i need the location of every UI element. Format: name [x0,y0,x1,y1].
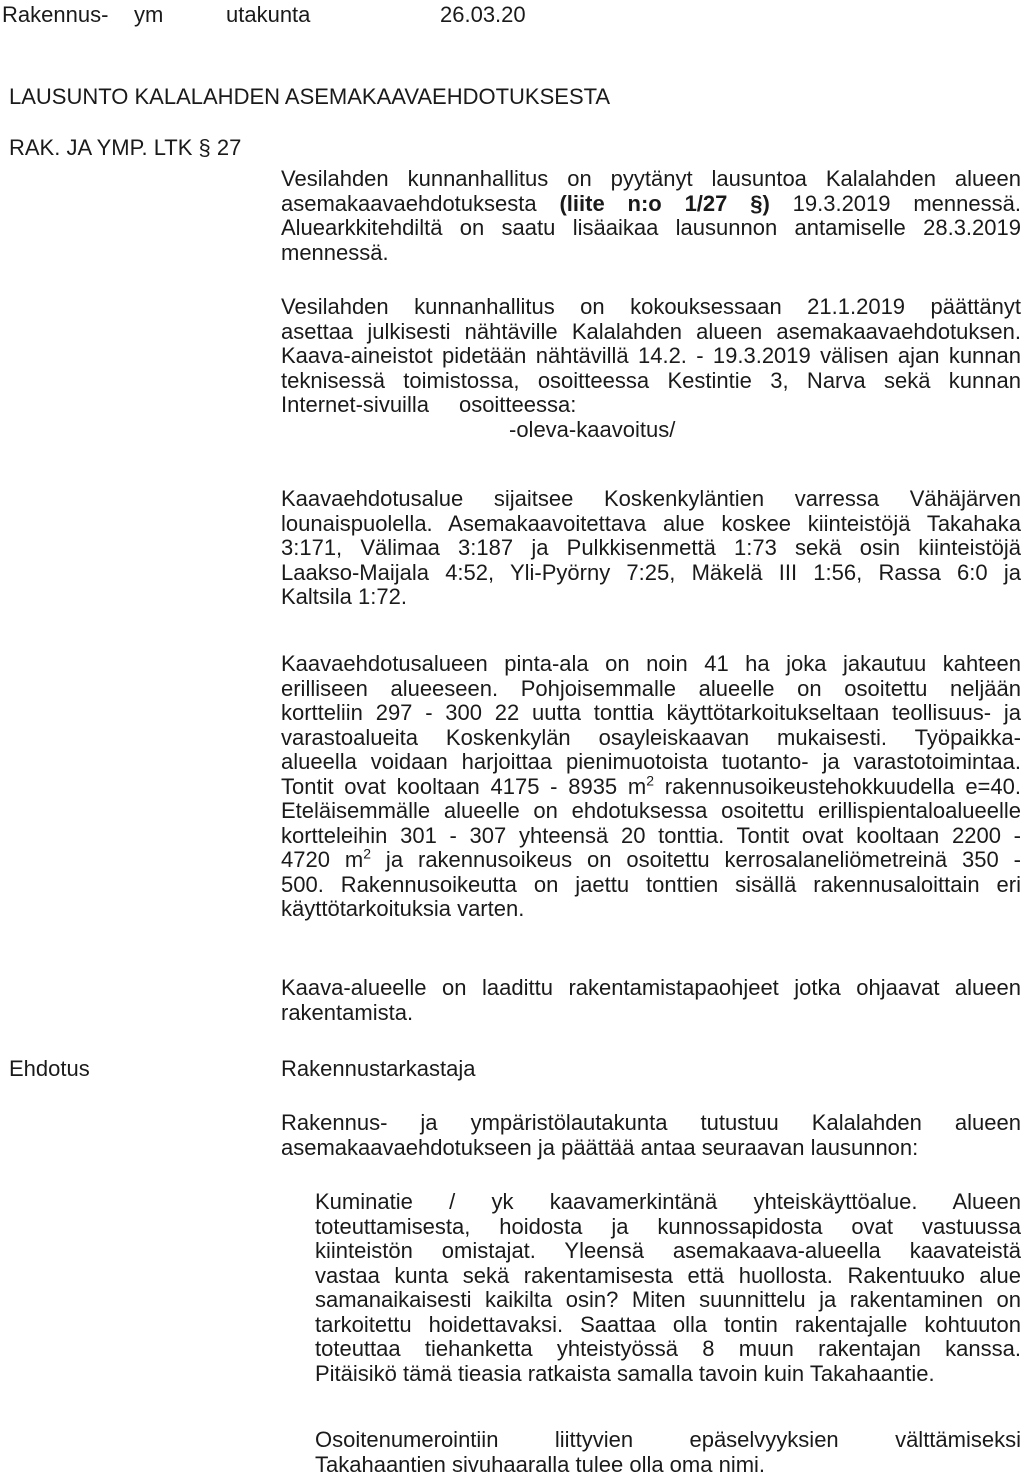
text-line: Kaltsila 1:72. [281,584,407,609]
text-line: Vesilahden kunnanhallitus on kokouksessaan 21.1.2019 päättänyt [281,294,1021,319]
text-line: Kaavaehdotusalue sijaitsee Koskenkyläntien varressa Vähäjärven [281,486,1021,511]
text-line: Kuminatie / yk kaavamerkintänä yhteiskäyttöalue. Alueen [315,1189,1021,1214]
text-line: 4720 $m^2$ ja rakennusoikeus on osoitettu kerrosalaneliömetreinä 350 - [281,845,1021,872]
text-line: Internet-sivuilla osoitteessa: [281,392,577,417]
text-line: erilliseen alueeseen. Pohjoisemmalle alueelle on osoitettu neljään [281,675,1021,701]
text-line: Pitäisikö tämä tieasia ratkaista samalla tavoin kuin Takahaantie. [315,1360,935,1386]
text-line: samanaikaisesti kaikilta osin? Miten suunnittelu ja rakentaminen on [315,1287,1021,1312]
text-line: teknisessä toimistossa, osoitteessa Kestintie 3, Narva sekä kunnan [281,367,1021,393]
text-line: mennessä. [281,239,389,265]
statement-point-address [315,1428,1021,1477]
text-line: asemakaavaehdotukseen ja päättää antaa seuraavan lausunnon: [281,1134,919,1160]
paragraph-location [281,487,1021,610]
paragraph-public-display [281,295,1021,442]
text-line: toteuttamisesta, hoidosta ja kunnossapidosta ovat vastuussa [315,1213,1021,1239]
text-line: Rakennus- ja ympäristölautakunta tutustuu Kalalahden alueen [281,1110,1021,1135]
document-title: LAUSUNTO KALALAHDEN ASEMAKAAVAEHDOTUKSESTA [9,84,611,109]
paragraph-request [281,167,1021,265]
text-line: 3:171, Välimaa 3:187 ja Pulkkisenmettä 1:73 sekä osin kiinteistöjä [281,535,1021,560]
text-line: rakentamista. [281,999,414,1025]
text-line: Vesilahden kunnanhallitus on pyytänyt lausuntoa Kalalahden alueen [281,166,1021,191]
paragraph-decision [281,1111,1021,1160]
text-line: Laakso-Maijala 4:52, Yli-Pyörny 7:25, Mäkelä III 1:56, Rassa 6:0 ja [281,559,1021,585]
text-line: Kaava-alueelle on laadittu rakentamistapaohjeet jotka ohjaavat alueen [281,975,1021,1000]
text-line: varastoalueita Koskenkylän osayleiskaavan mukaisesti. Työpaikka- [281,724,1021,750]
text-line: 500. Rakennusoikeutta on jaettu tonttien sisällä rakennusaloittain eri [281,871,1021,897]
text-line: Takahaantien sivuhaaralla tulee olla oma nimi. [315,1451,766,1477]
text-line: lounaispuolella. Asemakaavoitettava alue koskee kiinteistöjä Takahaka [281,510,1021,536]
paragraph-building-guidelines [281,976,1021,1025]
text-line: vastaa kunta sekä rakentamisesta että huollosta. Rakentuuko alue [315,1262,1021,1288]
text-line: Kaavaehdotusalueen pinta-ala on noin 41 ha joka jakautuu kahteen [281,651,1021,676]
text-line: kortteliin 297 - 300 22 uutta tonttia käyttötarkoitukseltaan teollisuus- ja [281,700,1021,725]
statement-point-road [315,1190,1021,1386]
text-line: kortteleihin 301 - 307 yhteensä 20 tonttia. Tontit ovat kooltaan 2200 - [281,822,1021,848]
text-line: asettaa julkisesti nähtäville Kalalahden alueen asemakaavaehdotuksen. [281,318,1021,344]
text-line: Tontit ovat kooltaan 4175 - 8935 $m^2$ rakennusoikeustehokkuudella e=40. [281,772,1021,799]
text-line: toteuttaa tiehanketta yhteistyössä 8 muun rakentajan kanssa. [315,1336,1021,1361]
header-org-part-1: Rakennus- [2,2,109,27]
attachment-reference: (liite n:o 1/27 §) [559,190,770,216]
header-date: 26.03.20 [440,2,526,27]
text-line: Aluearkkitehdiltä on saatu lisäaikaa lausunnon antamiselle 28.3.2019 [281,215,1021,240]
text-line: Eteläisemmälle alueelle on ehdotuksessa osoitettu erillispientaloalueelle [281,798,1021,823]
text-line: käyttötarkoituksia varten. [281,896,525,921]
text-line: alueella voidaan harjoittaa pienimuotoista tuotanto- ja varastotoimintaa. [281,749,1021,774]
text-line: Osoitenumerointiin liittyvien epäselvyyksien välttämiseksi [315,1427,1021,1452]
text-line: tarkoitettu hoidettavaksi. Saattaa olla tontin rakentajalle kohtuuton [315,1311,1021,1337]
paragraph-area-description [281,652,1021,922]
proposal-label: Ehdotus [9,1056,90,1081]
header-org-part-3: utakunta [226,2,311,27]
url-fragment: -oleva-kaavoitus/ [509,416,676,442]
section-reference: RAK. JA YMP. LTK § 27 [9,135,242,160]
text-line: kiinteistön omistajat. Yleensä asemakaava-alueella kaavateistä [315,1238,1021,1263]
header-org-part-2: ym [134,2,164,27]
text-line: asemakaavaehdotuksesta (liite n:o 1/27 §) 19.3.2019 mennessä. [281,190,1021,216]
proposal-presenter: Rakennustarkastaja [281,1056,476,1081]
text-line: Kaava-aineistot pidetään nähtävillä 14.2. - 19.3.2019 välisen ajan kunnan [281,343,1021,368]
